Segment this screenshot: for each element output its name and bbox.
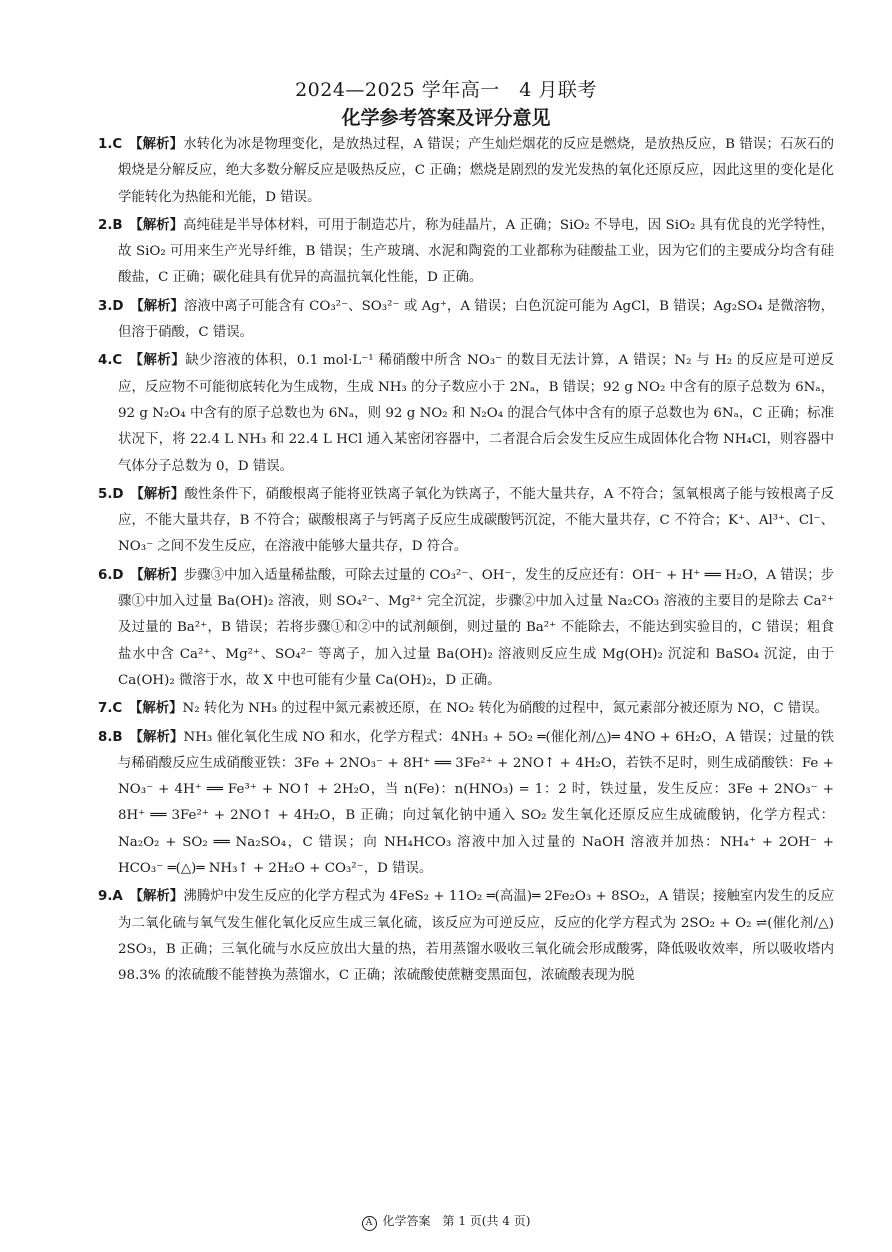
- analysis-text: 溶液中离子可能含有 CO₃²⁻、SO₃²⁻ 或 Ag⁺，A 错误；白色沉淀可能为 AgCl，B 错误；Ag₂SO₄ 是微溶物，但溶于硝酸，C 错误。: [118, 298, 835, 341]
- answer-key: 6.D: [98, 567, 124, 583]
- analysis-text: 步骤③中加入适量稀盐酸，可除去过量的 CO₃²⁻、OH⁻，发生的反应还有：OH⁻ + H⁺ ══ H₂O，A 错误；步骤①中加入过量 Ba(OH)₂ 溶液，则 SO₄²⁻、Mg²⁺ 完全沉淀，步骤②中加入过量 Na₂CO₃ 溶液的主要目的是除去 Ca²⁺ 及过量的 Ba²⁺，B 错误；若将步骤①和②中的试剂颠倒，则过量的 Ba²⁺ 不能除去，不能达到实验目的，C 错误；粗食盐水中含 Ca²⁺、Mg²⁺、SO₄²⁻ 等离子，加入过量 Ba(OH)₂ 溶液则反应生成 Mg(OH)₂ 沉淀和 BaSO₄ 沉淀，由于 Ca(OH)₂ 微溶于水，故 X 中也可能有少量 Ca(OH)₂，D 正确。: [118, 567, 835, 688]
- answer-item: [98, 563, 834, 694]
- document-subtitle: 化学参考答案及评分意见: [341, 107, 551, 129]
- answer-key: 5.D: [98, 486, 124, 502]
- analysis-tag: 【解析】: [130, 567, 184, 583]
- analysis-tag: 【解析】: [130, 298, 184, 314]
- analysis-tag: 【解析】: [130, 486, 185, 502]
- footer-page-info: 化学答案 第 1 页(共 4 页): [382, 1214, 531, 1228]
- answer-item: [98, 294, 834, 347]
- page-header: [0, 78, 892, 130]
- answer-key: 1.C: [98, 137, 123, 152]
- page-footer: [0, 1213, 892, 1231]
- analysis-tag: 【解析】: [129, 729, 184, 745]
- version-badge: A: [362, 1216, 377, 1231]
- analysis-text: 沸腾炉中发生反应的化学方程式为 4FeS₂ + 11O₂ ═(高温)═ 2Fe₂O₃ + 8SO₂，A 错误；接触室内发生的反应为二氧化硫与氧气发生催化氧化反应生成三氧化硫，该反应为可逆反应，反应的化学方程式为 2SO₂ + O₂ ⇌(催化剂/△) 2SO₃，B 正确；三氧化硫与水反应放出大量的热，若用蒸馏水吸收三氧化硫会形成酸雾，降低吸收效率，所以吸收塔内 98.3% 的浓硫酸不能替换为蒸馏水，C 正确；浓硫酸使蔗糖变黑面包，浓硫酸表现为脱: [118, 889, 835, 984]
- analysis-text: 高纯硅是半导体材料，可用于制造芯片，称为硅晶片，A 正确；SiO₂ 不导电，因 SiO₂ 具有优良的光学特性，故 SiO₂ 可用来生产光导纤维，B 错误；生产玻璃、水泥和陶瓷的工业都称为硅酸盐工业，因为它们的主要成分均含有硅酸盐，C 正确；碳化硅具有优异的高温抗氧化性能，D 正确。: [118, 217, 834, 286]
- analysis-text: NH₃ 催化氧化生成 NO 和水，化学方程式：4NH₃ + 5O₂ ═(催化剂/△)═ 4NO + 6H₂O，A 错误；过量的铁与稀硝酸反应生成硝酸亚铁：3Fe + 2NO₃⁻ + 8H⁺ ══ 3Fe²⁺ + 2NO↑ + 4H₂O，若铁不足时，则生成硝酸铁：Fe + NO₃⁻ + 4H⁺ ══ Fe³⁺ + NO↑ + 2H₂O，当 n(Fe)：n(HNO₃) = 1：2 时，铁过量，发生反应：3Fe + 2NO₃⁻ + 8H⁺ ══ 3Fe²⁺ + 2NO↑ + 4H₂O，B 正确；向过氧化钠中通入 SO₂ 发生氧化还原反应生成硫酸钠，化学方程式：Na₂O₂ + SO₂ ══ Na₂SO₄，C 错误；向 NH₄HCO₃ 溶液中加入过量的 NaOH 溶液并加热：NH₄⁺ + 2OH⁻ + HCO₃⁻ ═(△)═ NH₃↑ + 2H₂O + CO₃²⁻，D 错误。: [118, 729, 835, 877]
- analysis-text: 水转化为冰是物理变化，是放热过程，A 错误；产生灿烂烟花的反应是燃烧，是放热反应，B 错误；石灰石的煅烧是分解反应，绝大多数分解反应是吸热反应，C 正确；燃烧是剧烈的发光发热的氧化还原反应，因此这里的变化是化学能转化为热能和光能，D 错误。: [118, 137, 835, 205]
- answer-key: 4.C: [98, 353, 123, 369]
- answer-item: [98, 696, 834, 722]
- analysis-tag: 【解析】: [129, 889, 184, 905]
- answer-item: [98, 884, 834, 989]
- analysis-tag: 【解析】: [128, 137, 184, 152]
- analysis-text: N₂ 转化为 NH₃ 的过程中氮元素被还原，在 NO₂ 转化为硝酸的过程中，氮元素部分被还原为 NO，C 错误。: [182, 701, 828, 717]
- analysis-tag: 【解析】: [128, 353, 186, 369]
- answer-item: [98, 132, 834, 211]
- answer-key: 9.A: [98, 889, 123, 905]
- answer-item: [98, 725, 834, 883]
- answer-key: 3.D: [98, 298, 124, 314]
- answer-list: [98, 132, 834, 992]
- answer-item: [98, 348, 834, 479]
- answer-item: [98, 213, 834, 292]
- analysis-text: 缺少溶液的体积，0.1 mol·L⁻¹ 稀硝酸中所含 NO₃⁻ 的数目无法计算，A 错误；N₂ 与 H₂ 的反应是可逆反应，反应物不可能彻底转化为生成物，生成 NH₃ 的分子数应小于 2Nₐ，B 错误；92 g NO₂ 中含有的原子总数为 6Nₐ，92 g N₂O₄ 中含有的原子总数也为 6Nₐ，则 92 g NO₂ 和 N₂O₄ 的混合气体中含有的原子总数也为 6Nₐ，C 正确；标准状况下，将 22.4 L NH₃ 和 22.4 L HCl 通入某密闭容器中，二者混合后会发生反应生成固体化合物 NH₄Cl，则容器中气体分子总数为 0，D 错误。: [118, 353, 835, 474]
- exam-title: 2024—2025 学年高一 4 月联考: [295, 79, 597, 101]
- analysis-tag: 【解析】: [129, 217, 184, 233]
- analysis-tag: 【解析】: [128, 701, 183, 717]
- answer-key: 7.C: [98, 701, 123, 717]
- answer-item: [98, 482, 834, 561]
- answer-key: 2.B: [98, 217, 123, 233]
- analysis-text: 酸性条件下，硝酸根离子能将亚铁离子氧化为铁离子，不能大量共存，A 不符合；氢氧根离子能与铵根离子反应，不能大量共存，B 不符合；碳酸根离子与钙离子反应生成碳酸钙沉淀，不能大量共存，C 不符合；K⁺、Al³⁺、Cl⁻、NO₃⁻ 之间不发生反应，在溶液中能够大量共存，D 符合。: [118, 486, 834, 555]
- answer-key: 8.B: [98, 729, 123, 745]
